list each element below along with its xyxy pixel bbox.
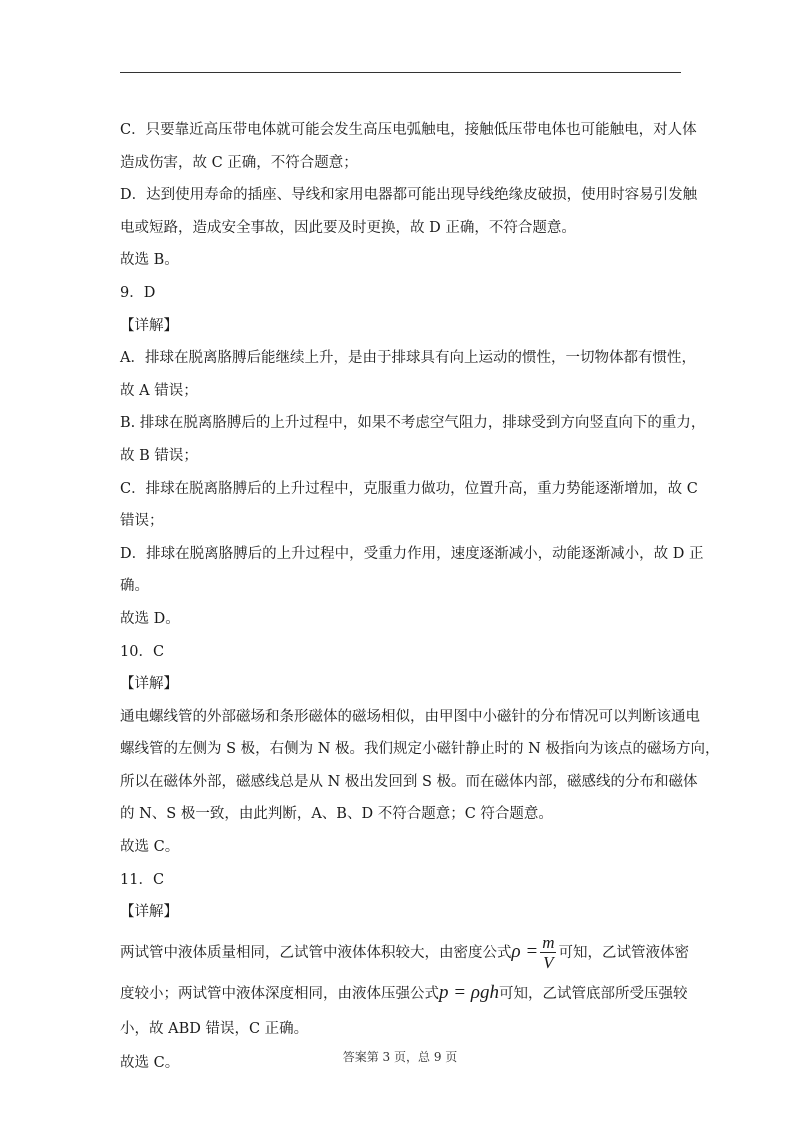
- q11-line-1: [120, 929, 689, 975]
- q11-line-2: [120, 975, 688, 1011]
- density-fraction: [540, 933, 556, 972]
- text: 度较小；两试管中液体深度相同，由液体压强公式: [120, 985, 439, 1002]
- page-footer: 答案第 3 页，总 9 页: [342, 1050, 458, 1064]
- text-line: 确。: [120, 578, 149, 595]
- text-line: 造成伤害，故 C 正确，不符合题意；: [120, 154, 358, 171]
- header-rule: [120, 72, 681, 73]
- text-line: 的 N、S 极一致，由此判断，A、B、D 不符合题意；C 符合题意。: [120, 806, 553, 823]
- text-line: D．达到使用寿命的插座、导线和家用电器都可能出现导线绝缘皮破损，使用时容易引发触: [120, 187, 698, 204]
- text-line: 【详解】: [120, 904, 178, 921]
- text: 可知，乙试管液体密: [558, 944, 689, 961]
- text-line: 螺线管的左侧为 S 极，右侧为 N 极。我们规定小磁针静止时的 N 极指向为该点的磁场方向，: [120, 741, 720, 758]
- text-line: 错误；: [120, 513, 164, 530]
- text-line: 电或短路，造成安全事故，因此要及时更换，故 D 正确，不符合题意。: [120, 219, 576, 236]
- text-line: 故选 C。: [120, 839, 180, 856]
- pressure-formula: p = ρgh: [439, 981, 499, 1003]
- text-line: 故选 D。: [120, 610, 180, 627]
- text-line: 10．C: [120, 643, 165, 660]
- answer-content: [120, 114, 720, 1079]
- text-line: D．排球在脱离胳膊后的上升过程中，受重力作用，速度逐渐减小，动能逐渐减小，故 D 正: [120, 545, 704, 562]
- fraction-numerator: m: [542, 933, 555, 953]
- text-line: 所以在磁体外部，磁感线总是从 N 极出发回到 S 极。而在磁体内部，磁感线的分布和磁体: [120, 773, 698, 790]
- q11-conclusion: 故选 C。: [120, 1054, 180, 1071]
- text-line: A．排球在脱离胳膊后能继续上升，是由于排球具有向上运动的惯性，一切物体都有惯性，: [120, 350, 696, 367]
- text-line: 故 A 错误；: [120, 382, 198, 399]
- text-line: B. 排球在脱离胳膊后的上升过程中，如果不考虑空气阻力，排球受到方向竖直向下的重力，: [120, 415, 706, 432]
- text: 两试管中液体质量相同，乙试管中液体体积较大，由密度公式: [120, 944, 512, 961]
- text-line: 9．D: [120, 284, 156, 301]
- text-line: 故 B 错误；: [120, 447, 198, 464]
- text-line: C．只要靠近高压带电体就可能会发生高压电弧触电，接触低压带电体也可能触电，对人体: [120, 122, 697, 138]
- fraction-denominator: V: [543, 953, 554, 973]
- text: 可知，乙试管底部所受压强较: [498, 985, 688, 1002]
- density-formula-lhs: ρ =: [511, 940, 539, 962]
- q11-line-3: 小，故 ABD 错误，C 正确。: [120, 1020, 309, 1037]
- text-line: 【详解】: [120, 317, 178, 334]
- text-line: 故选 B。: [120, 252, 179, 269]
- text-line: 【详解】: [120, 676, 178, 693]
- text-line: 11．C: [120, 871, 165, 888]
- text-line: 通电螺线管的外部磁场和条形磁体的磁场相似，由甲图中小磁针的分布情况可以判断该通电: [120, 708, 700, 725]
- text-line: C．排球在脱离胳膊后的上升过程中，克服重力做功，位置升高，重力势能逐渐增加，故 C: [120, 480, 698, 497]
